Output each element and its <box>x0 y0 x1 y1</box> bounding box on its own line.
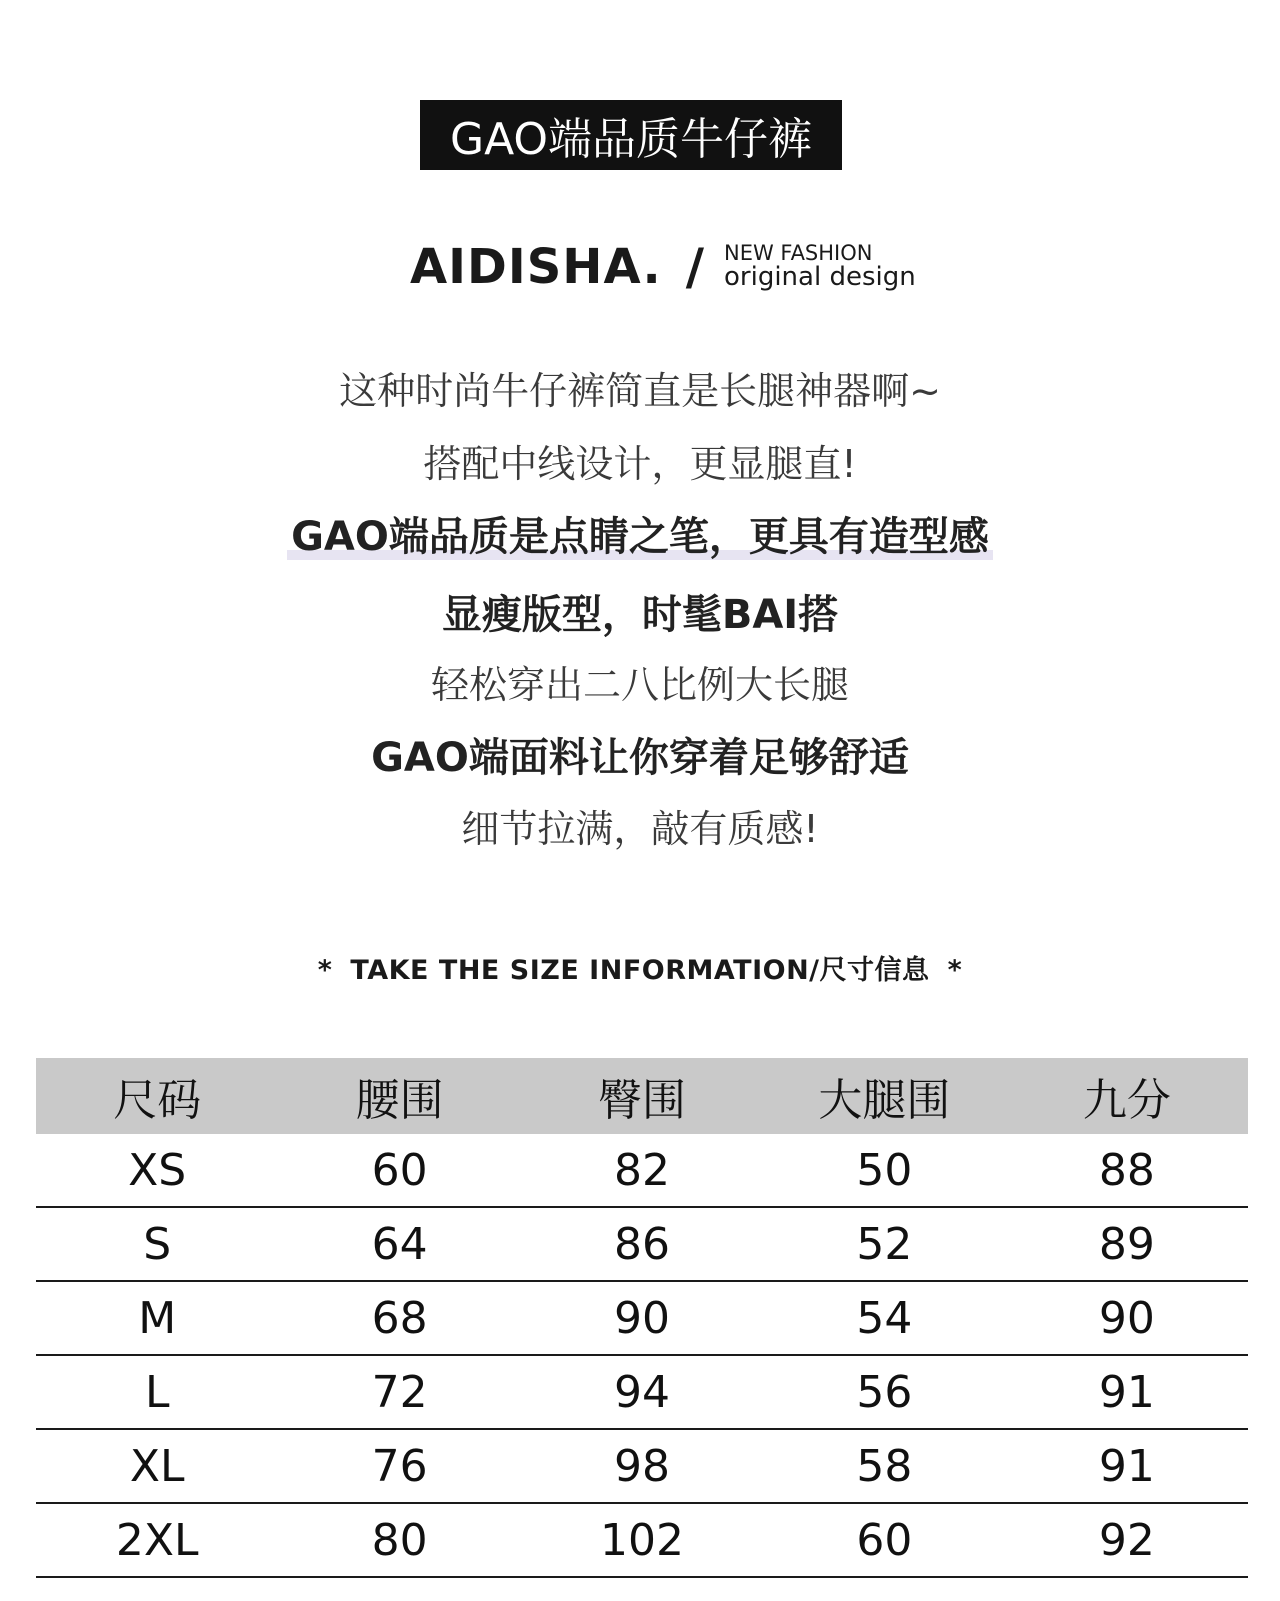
header-hip: 臀围 <box>598 1075 687 1126</box>
cell-thigh: 60 <box>856 1514 913 1566</box>
asterisk-right: * <box>947 955 963 986</box>
cell-size: S <box>143 1218 172 1270</box>
cell-thigh: 52 <box>856 1218 913 1270</box>
cell-thigh: 54 <box>856 1292 913 1344</box>
cell-length: 91 <box>1098 1440 1155 1492</box>
cell-hip: 98 <box>614 1440 671 1492</box>
cell-hip: 86 <box>614 1218 671 1270</box>
header-length: 九分 <box>1082 1075 1171 1126</box>
cell-thigh: 50 <box>856 1144 913 1196</box>
cell-size: XS <box>128 1144 187 1196</box>
cell-length: 91 <box>1098 1366 1155 1418</box>
cell-waist: 68 <box>371 1292 428 1344</box>
cell-hip: 102 <box>600 1514 684 1566</box>
cell-length: 90 <box>1098 1292 1155 1344</box>
size-table-header <box>36 1058 1248 1134</box>
cell-size: 2XL <box>115 1514 199 1566</box>
brand-header <box>410 232 916 302</box>
table-row <box>36 1356 1248 1430</box>
cell-hip: 94 <box>614 1366 671 1418</box>
cell-thigh: 56 <box>856 1366 913 1418</box>
product-title: GAO端品质牛仔裤 <box>449 114 813 165</box>
asterisk-left: * <box>317 955 333 986</box>
size-info-heading <box>0 948 1280 987</box>
brand-tagline <box>724 242 916 291</box>
cell-waist: 80 <box>371 1514 428 1566</box>
table-row <box>36 1208 1248 1282</box>
cell-waist: 72 <box>371 1366 428 1418</box>
cell-length: 89 <box>1098 1218 1155 1270</box>
copy-line-6: GAO端面料让你穿着足够舒适 <box>371 735 909 781</box>
product-title-banner <box>420 100 842 170</box>
cell-thigh: 58 <box>856 1440 913 1492</box>
brand-tagline-bottom: original design <box>724 262 916 293</box>
cell-size: XL <box>129 1440 185 1492</box>
header-waist: 腰围 <box>355 1075 444 1126</box>
cell-waist: 60 <box>371 1144 428 1196</box>
table-row <box>36 1430 1248 1504</box>
copy-line-1: 这种时尚牛仔裤简直是长腿神器啊~ <box>339 369 941 413</box>
table-row <box>36 1504 1248 1578</box>
table-row <box>36 1282 1248 1356</box>
brand-tagline-top: NEW FASHION <box>724 241 873 266</box>
size-info-label: TAKE THE SIZE INFORMATION/尺寸信息 <box>350 955 930 986</box>
cell-waist: 76 <box>371 1440 428 1492</box>
cell-size: L <box>144 1366 170 1418</box>
header-size: 尺码 <box>113 1075 202 1126</box>
cell-waist: 64 <box>371 1218 428 1270</box>
copy-line-5: 轻松穿出二八比例大长腿 <box>430 663 849 707</box>
cell-length: 88 <box>1098 1144 1155 1196</box>
size-table <box>36 1058 1248 1578</box>
cell-hip: 82 <box>614 1144 671 1196</box>
brand-name: AIDISHA. <box>410 239 662 295</box>
cell-size: M <box>138 1292 177 1344</box>
header-thigh: 大腿围 <box>818 1075 951 1126</box>
table-row <box>36 1134 1248 1208</box>
cell-length: 92 <box>1098 1514 1155 1566</box>
copy-line-2: 搭配中线设计，更显腿直! <box>423 442 857 486</box>
copy-line-3: GAO端品质是点睛之笔，更具有造型感 <box>0 505 1280 562</box>
brand-divider: / <box>685 238 704 296</box>
cell-hip: 90 <box>614 1292 671 1344</box>
copy-line-7: 细节拉满，敲有质感! <box>461 807 819 851</box>
copy-line-4: 显瘦版型，时髦BAI搭 <box>441 592 839 638</box>
